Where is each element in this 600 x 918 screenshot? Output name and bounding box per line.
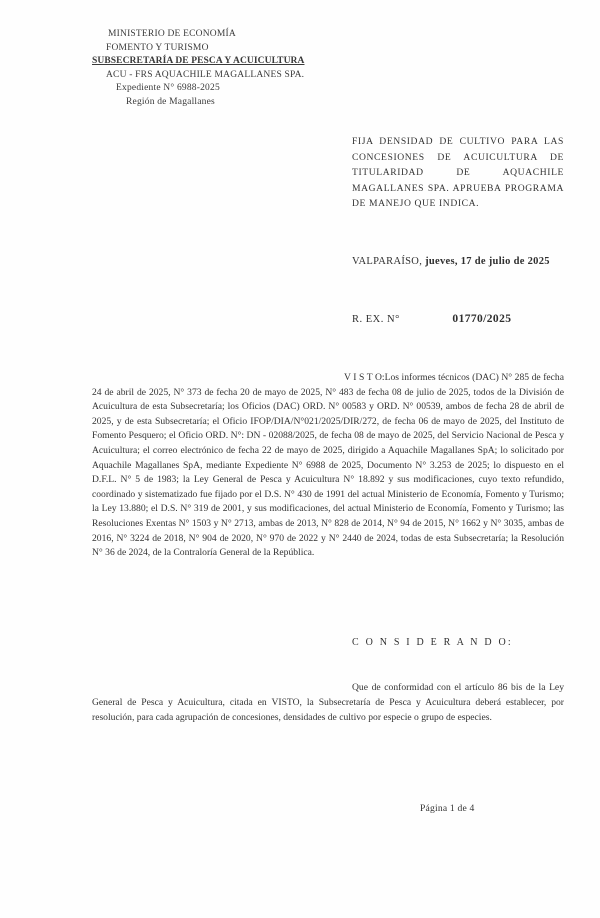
date-value: jueves, 17 de julio de 2025 [425,256,550,267]
letterhead [92,28,382,109]
considerando-heading: C O N S I D E R A N D O: [352,637,513,648]
visto-heading: V I S T O: [344,372,385,383]
letterhead-region: Región de Magallanes [126,96,215,107]
considerando-body: Que de conformidad con el artículo 86 bis de la Ley General de Pesca y Acuicultura, citada en VISTO, la Subsecretaría de Pesca y Acuicultura deberá establecer, por resolución, para cada agrupación de concesiones, densidades de cultivo por especie o grupo de especies. [92,682,564,724]
visto-body: Los informes técnicos (DAC) N° 285 de fecha 24 de abril de 2025, N° 373 de fecha 20 de mayo de 2025, N° 483 de fecha 08 de julio de 2025, todos de la División de Acuicultura de esta Subsecretaría; los Oficios (DAC) ORD. N° 00583 y ORD. N° 00539, ambos de fecha 28 de abril de 2025, y de esta Subsecretaría; el Oficio IFOP/DIA/N°021/2025/DIR/272, de fecha 06 de mayo de 2025, del Instituto de Fomento Pesquero; el Oficio ORD. N°: DN - 02088/2025, de fecha 08 de mayo de 2025, del Servicio Nacional de Pesca y Acuicultura; el correo electrónico de fecha 22 de mayo de 2025, dirigido a Aquachile Magallanes SpA; lo solicitado por Aquachile Magallanes SpA, mediante Expediente N° 6988 de 2025, Documento N° 3.253 de 2025; lo dispuesto en el D.F.L. N° 5 de 1983; la Ley General de Pesca y Acuicultura N° 18.892 y sus modificaciones, cuyo texto refundido, coordinado y sistematizado fue fijado por el D.S. N° 430 de 1991 del actual Ministerio de Economía, Fomento y Turismo; la Ley 13.880; el D.S. N° 319 de 2001, y sus modificaciones, del actual Ministerio de Economía, Fomento y Turismo; las Resoluciones Exentas N° 1503 y N° 2713, ambas de 2013, N° 828 de 2014, N° 94 de 2015, N° 1662 y N° 3035, ambas de 2016, N° 3224 de 2018, N° 904 de 2020, N° 970 de 2022 y N° 2440 de 2024, todas de esta Subsecretaría; la Resolución N° 36 de 2024, de la Contraloría General de la República. [92,372,564,559]
page-footer: Página 1 de 4 [420,803,475,814]
visto-section [92,371,564,561]
place-label: VALPARAÍSO, [352,256,423,267]
resolution-number: 01770/2025 [452,313,512,325]
resolution-label: R. EX. N° [352,314,400,325]
place-and-date [352,256,572,267]
letterhead-holder: ACU - FRS AQUACHILE MAGALLANES SPA. [106,69,305,80]
letterhead-file-number: Expediente N° 6988-2025 [116,83,220,93]
resolution-row [352,313,582,325]
document-subject: FIJA DENSIDAD DE CULTIVO PARA LAS CONCESIONES DE ACUICULTURA DE TITULARIDAD DE AQUACHILE MAGALLANES SPA. APRUEBA PROGRAMA DE MANEJO QUE INDICA. [352,136,564,209]
letterhead-department: FOMENTO Y TURISMO [106,42,209,53]
letterhead-subsecretary: SUBSECRETARÍA DE PESCA Y ACUICULTURA [92,56,305,66]
considerando-section [92,680,564,726]
letterhead-ministry: MINISTERIO DE ECONOMÍA [108,29,236,39]
